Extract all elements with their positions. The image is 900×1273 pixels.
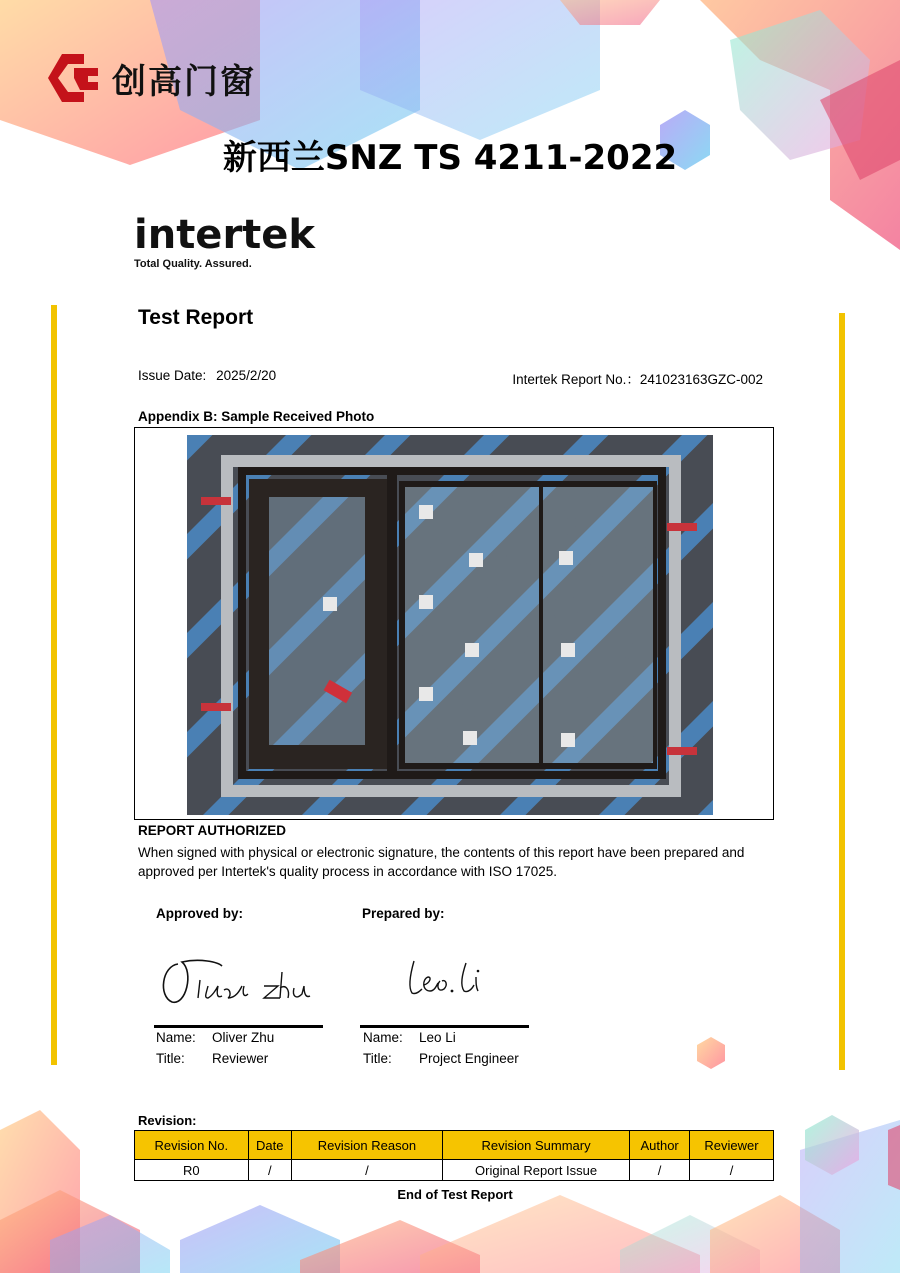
approver-title: Reviewer bbox=[212, 1051, 269, 1066]
revision-cell: / bbox=[690, 1160, 774, 1181]
approver-name: Oliver Zhu bbox=[212, 1030, 275, 1045]
preparer-name: Leo Li bbox=[419, 1030, 456, 1045]
appendix-title: Appendix B: Sample Received Photo bbox=[138, 409, 375, 424]
preparer-signature-line bbox=[360, 1025, 529, 1028]
revision-cell: R0 bbox=[135, 1160, 249, 1181]
revision-table bbox=[134, 1130, 774, 1181]
left-accent-bar bbox=[51, 305, 57, 1065]
authorization-text: When signed with physical or electronic signature, the contents of this report have been prepared and approved per Intertek's quality process in accordance with ISO 17025. bbox=[138, 845, 745, 879]
report-number-label: Intertek Report No.： bbox=[512, 372, 640, 387]
window-sample-photo bbox=[187, 435, 713, 815]
approver-title-label: Title: bbox=[156, 1051, 185, 1066]
approved-by-label: Approved by: bbox=[156, 906, 244, 921]
approver-title-row bbox=[156, 1051, 268, 1066]
revision-header-cell: Author bbox=[630, 1131, 690, 1160]
report-number-value: 241023163GZC-002 bbox=[639, 372, 763, 387]
revision-header-row bbox=[135, 1131, 774, 1160]
document-headline: 新西兰SNZ TS 4211-2022 bbox=[222, 138, 678, 178]
revision-cell: / bbox=[630, 1160, 690, 1181]
brand-name: 创高门窗 bbox=[112, 61, 256, 102]
revision-header-cell: Revision Reason bbox=[291, 1131, 442, 1160]
approver-name-label: Name: bbox=[156, 1030, 196, 1045]
report-title: Test Report bbox=[138, 306, 254, 329]
preparer-signature bbox=[400, 955, 500, 1005]
revision-header-cell: Date bbox=[248, 1131, 291, 1160]
report-number-row bbox=[512, 368, 763, 388]
authorization-heading: REPORT AUTHORIZED bbox=[138, 823, 286, 838]
approver-signature-line bbox=[154, 1025, 323, 1028]
intertek-wordmark: intertek bbox=[134, 212, 316, 258]
prepared-by-label: Prepared by: bbox=[362, 906, 445, 921]
preparer-name-label: Name: bbox=[363, 1030, 403, 1045]
revision-cell: Original Report Issue bbox=[442, 1160, 629, 1181]
preparer-title: Project Engineer bbox=[419, 1051, 519, 1066]
end-of-report: End of Test Report bbox=[397, 1187, 513, 1202]
table-row bbox=[135, 1160, 774, 1181]
brand-logo bbox=[46, 50, 256, 106]
cg-logo-icon bbox=[46, 50, 104, 106]
revision-header-cell: Reviewer bbox=[690, 1131, 774, 1160]
preparer-title-label: Title: bbox=[363, 1051, 392, 1066]
preparer-name-row bbox=[363, 1030, 456, 1045]
right-accent-bar bbox=[839, 313, 845, 1070]
revision-header-cell: Revision Summary bbox=[442, 1131, 629, 1160]
intertek-tagline: Total Quality. Assured. bbox=[134, 258, 252, 270]
issue-date-label: Issue Date: bbox=[138, 368, 207, 383]
approver-name-row bbox=[156, 1030, 274, 1045]
sample-photo-frame bbox=[134, 427, 774, 820]
revision-header-cell: Revision No. bbox=[135, 1131, 249, 1160]
revision-cell: / bbox=[291, 1160, 442, 1181]
issue-date-row bbox=[138, 368, 276, 383]
revision-cell: / bbox=[248, 1160, 291, 1181]
approver-signature bbox=[156, 950, 326, 1010]
revision-label: Revision: bbox=[138, 1113, 197, 1128]
preparer-title-row bbox=[363, 1051, 519, 1066]
issue-date-value: 2025/2/20 bbox=[216, 368, 277, 383]
